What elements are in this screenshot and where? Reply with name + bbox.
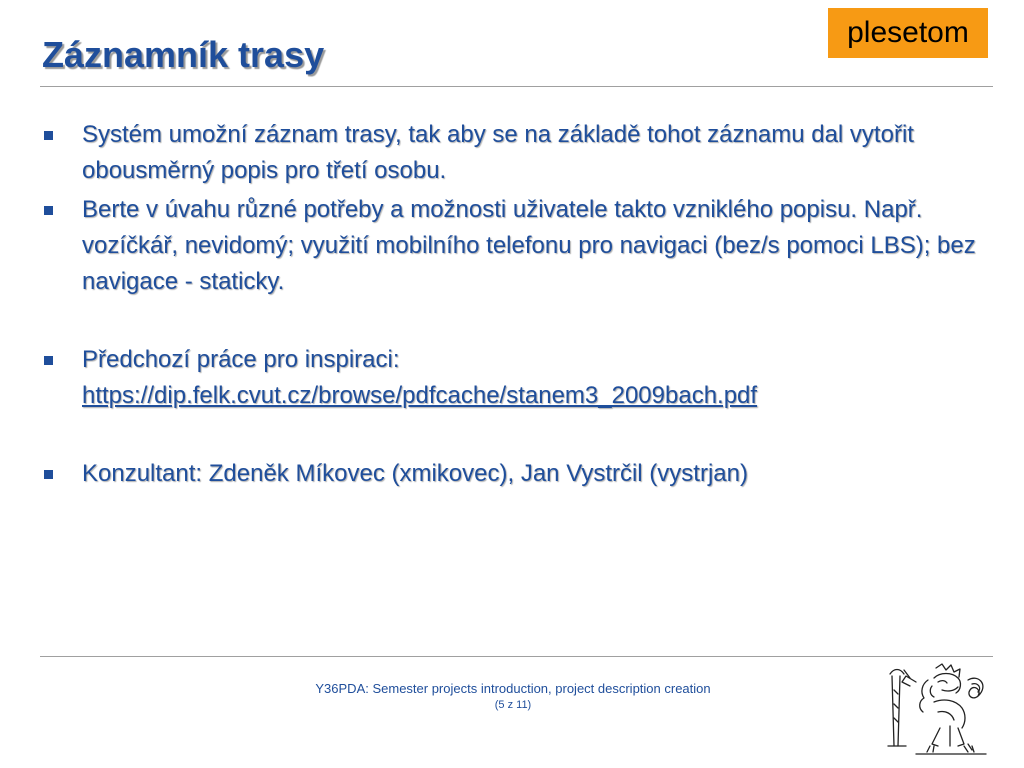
bullet-text: Konzultant: Zdeněk Míkovec (xmikovec), Jan Vystrčil (vystrjan) <box>82 460 748 487</box>
square-bullet-icon <box>44 356 53 365</box>
inspiration-link[interactable]: https://dip.felk.cvut.cz/browse/pdfcache/stanem3_2009bach.pdf <box>82 382 758 409</box>
bullet-text: Berte v úvahu různé potřeby a možnosti uživatele takto vzniklého popisu. Např. vozíčkář, nevidomý; využití mobilního telefonu pro navigaci (bez/s pomoci LBS); bez navigace - staticky. <box>82 196 976 295</box>
footer <box>213 681 813 713</box>
bullet-list <box>42 117 1002 492</box>
bullet-text: Systém umožní záznam trasy, tak aby se na základě tohot záznamu dal vytořit obousměrný popis pro třetí osobu. <box>82 121 914 184</box>
square-bullet-icon <box>44 470 53 479</box>
czech-lion-logo-icon <box>876 660 996 760</box>
footer-page-number: (5 z 11) <box>494 699 532 711</box>
bottom-divider <box>40 656 993 657</box>
bullet-item <box>42 117 1002 189</box>
top-divider <box>40 86 993 87</box>
slide-title: Záznamník trasy <box>42 34 325 75</box>
square-bullet-icon <box>44 206 53 215</box>
footer-course-title: Y36PDA: Semester projects introduction, project description creation <box>315 681 711 696</box>
author-tag: plesetom <box>828 8 988 58</box>
bullet-item <box>42 192 1002 300</box>
bullet-item <box>42 456 1002 492</box>
bullet-item <box>42 342 1002 414</box>
bullet-text: Předchozí práce pro inspiraci: <box>82 346 400 373</box>
square-bullet-icon <box>44 131 53 140</box>
